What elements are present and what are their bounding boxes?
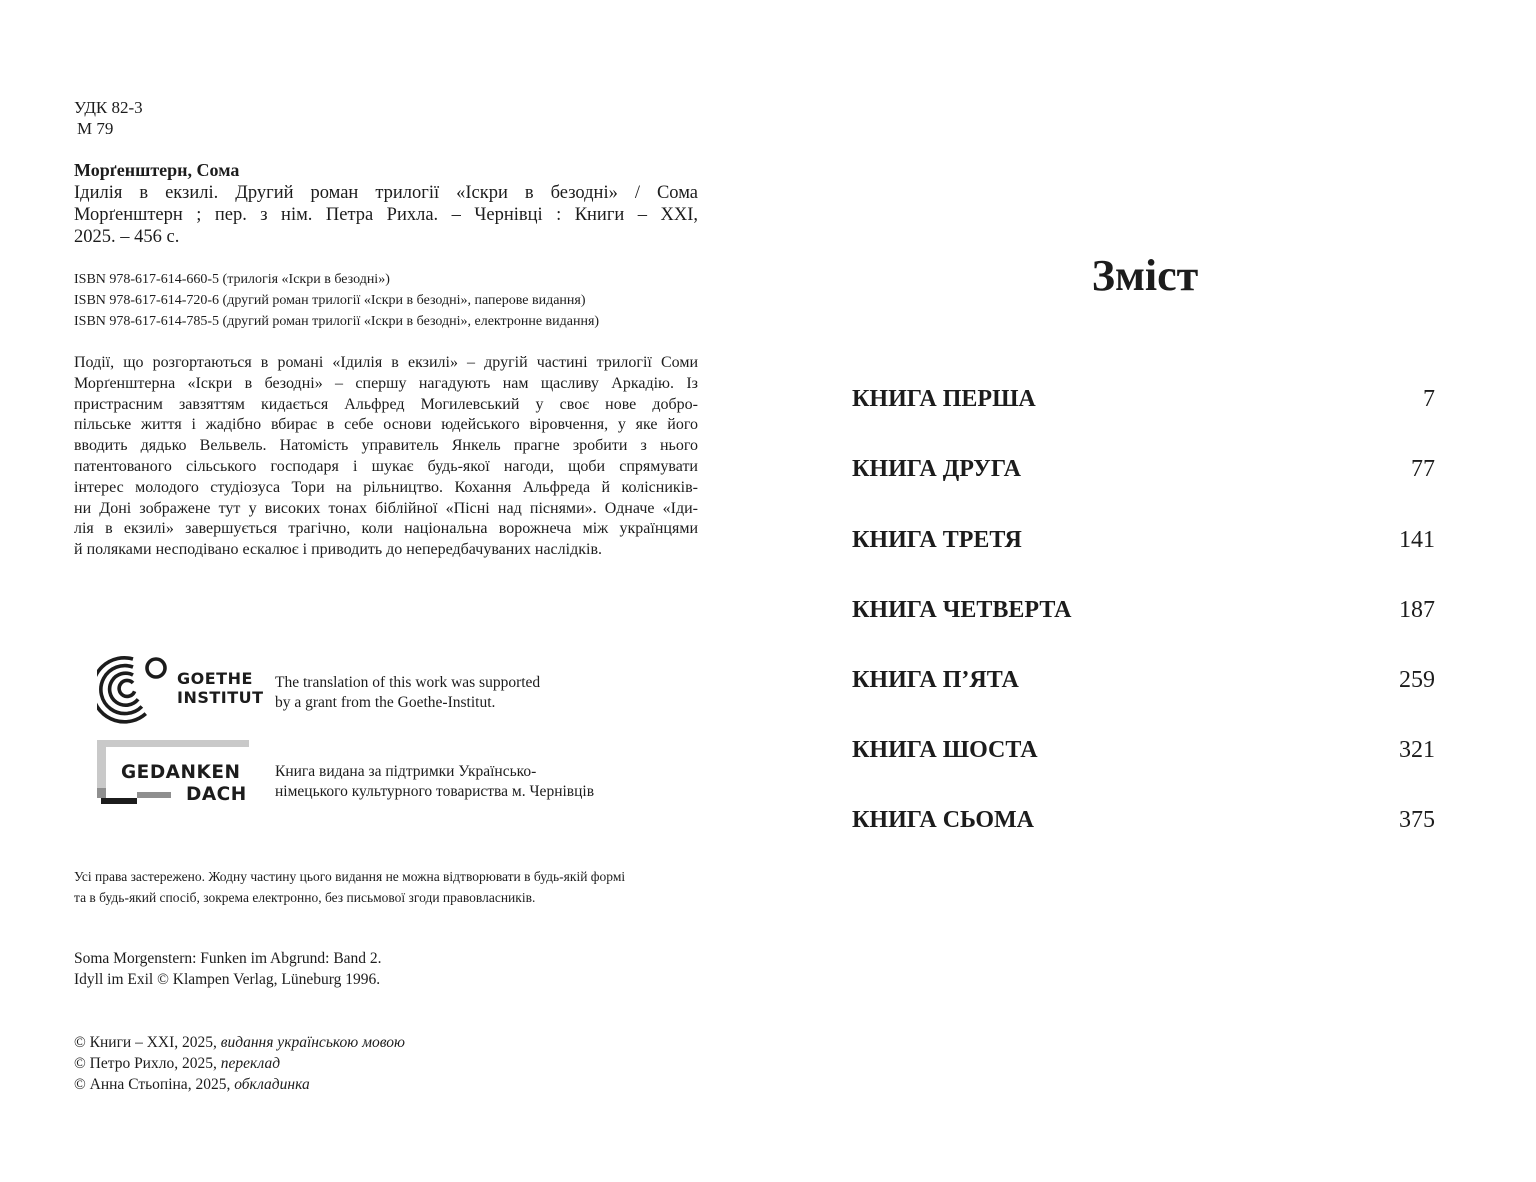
gedanken-note-line: німецького культурного товариства м. Чернівців xyxy=(275,783,595,800)
copyright-holder: © Анна Стьопіна, 2025, xyxy=(74,1076,231,1093)
toc-entry[interactable] xyxy=(852,667,1435,701)
toc-entry[interactable] xyxy=(852,807,1435,841)
copyright-holder: © Книги – ХХІ, 2025, xyxy=(74,1034,217,1051)
toc-entry[interactable] xyxy=(852,527,1435,561)
toc-entry-label: КНИГА ДРУГА xyxy=(852,456,1021,482)
abstract-line: Морґенштерна «Іскри в безодні» – спершу нагадують нам щасливу Аркадію. Із xyxy=(74,375,698,392)
goethe-note-line: by a grant from the Goethe-Institut. xyxy=(275,694,496,711)
goethe-note-line: The translation of this work was supported xyxy=(275,674,541,691)
toc-entry-label: КНИГА ШОСТА xyxy=(852,737,1038,763)
author-mark: М 79 xyxy=(77,119,114,138)
original-edition-line: Idyll im Exil © Klampen Verlag, Lüneburg 1996. xyxy=(74,971,381,988)
toc-entry-page: 141 xyxy=(1399,527,1435,553)
toc-entry-label: КНИГА ПЕРША xyxy=(852,386,1036,412)
copyright-role: видання українською мовою xyxy=(220,1034,405,1051)
copyright-role: переклад xyxy=(220,1055,281,1072)
copyright-role: обкладинка xyxy=(234,1076,310,1093)
toc-entry[interactable] xyxy=(852,456,1435,490)
isbn-line: ISBN 978-617-614-785-5 (другий роман трилогії «Іскри в безодні», електронне видання) xyxy=(74,314,600,329)
toc-entry-label: КНИГА ТРЕТЯ xyxy=(852,527,1022,553)
isbn-line: ISBN 978-617-614-660-5 (трилогія «Іскри в безодні») xyxy=(74,272,390,287)
original-edition-line: Soma Morgenstern: Funken im Abgrund: Band 2. xyxy=(74,950,382,967)
goethe-logo-text: GOETHE xyxy=(177,669,253,688)
goethe-institut-logo xyxy=(97,655,264,725)
isbn-line: ISBN 978-617-614-720-6 (другий роман трилогії «Іскри в безодні», паперове видання) xyxy=(74,293,586,308)
abstract-line: пільське життя і жадібно вбирає в себе основи юдейського віровчення, у яке його xyxy=(74,416,698,433)
copyright-holder: © Петро Рихло, 2025, xyxy=(74,1055,217,1072)
abstract-line: пристрасним завзяттям кидається Альфред Могилевський у своє нове добро- xyxy=(74,396,698,413)
gedanken-logo-text: GEDANKEN xyxy=(121,762,241,783)
abstract-line: й поляками несподівано ескалює і приводить до непередбачуваних наслідків. xyxy=(74,541,602,558)
copyright-line xyxy=(74,1053,280,1074)
toc-entry-label: КНИГА СЬОМА xyxy=(852,807,1034,833)
toc-entry-page: 259 xyxy=(1399,667,1435,693)
catalog-description-line: Ідилія в екзилі. Другий роман трилогії «Іскри в безодні» / Сома xyxy=(74,183,698,203)
toc-entry-page: 321 xyxy=(1399,737,1435,763)
abstract-line: лія в екзилі» завершується трагічно, коли національна ворожнеча між українцями xyxy=(74,520,698,537)
gedanken-dach-logo xyxy=(97,740,252,806)
udk-code: УДК 82-3 xyxy=(74,98,143,117)
toc-title: Зміст xyxy=(1091,251,1199,300)
abstract-line: ни Доні зображене тут у високих тонах біблійної «Пісні над піснями». Одначе «Іди- xyxy=(74,500,698,517)
toc-entry[interactable] xyxy=(852,737,1435,771)
abstract-line: інтерес молодого студіозуса Тори на рільництво. Кохання Альфреда й колісників- xyxy=(74,479,698,496)
toc-entry[interactable] xyxy=(852,386,1435,420)
toc-entry-page: 7 xyxy=(1423,386,1435,412)
gedanken-logo-text: DACH xyxy=(186,784,247,805)
toc-entry-page: 375 xyxy=(1399,807,1435,833)
toc-entry-label: КНИГА ЧЕТВЕРТА xyxy=(852,597,1072,623)
goethe-spiral-icon xyxy=(97,655,169,727)
abstract-line: патентованого сільського господаря і шукає будь-якої нагоди, щоби спрямувати xyxy=(74,458,698,475)
gedanken-note-line: Книга видана за підтримки Українсько- xyxy=(275,763,537,780)
toc-entry-label: КНИГА П’ЯТА xyxy=(852,667,1019,693)
abstract-line: вводить дядько Вельвель. Натомість управитель Янкель прагне зробити з нього xyxy=(74,437,698,454)
catalog-author: Морґенштерн, Сома xyxy=(74,160,240,180)
copyright-line xyxy=(74,1032,405,1053)
catalog-description-line: Морґенштерн ; пер. з нім. Петра Рихла. – Чернівці : Книги – ХХІ, xyxy=(74,205,698,225)
copyright-line xyxy=(74,1074,310,1095)
toc-entry-page: 77 xyxy=(1411,456,1435,482)
goethe-logo-text: INSTITUT xyxy=(177,688,264,707)
rights-line: та в будь-який спосіб, зокрема електронно, без письмової згоди правовласників. xyxy=(74,890,536,905)
rights-line: Усі права застережено. Жодну частину цього видання не можна відтворювати в будь-якій формі xyxy=(74,869,626,884)
catalog-description-line: 2025. – 456 с. xyxy=(74,227,180,247)
toc-entry[interactable] xyxy=(852,597,1435,631)
abstract-line: Події, що розгортаються в романі «Ідилія в екзилі» – другій частині трилогії Соми xyxy=(74,354,698,371)
toc-entry-page: 187 xyxy=(1399,597,1435,623)
